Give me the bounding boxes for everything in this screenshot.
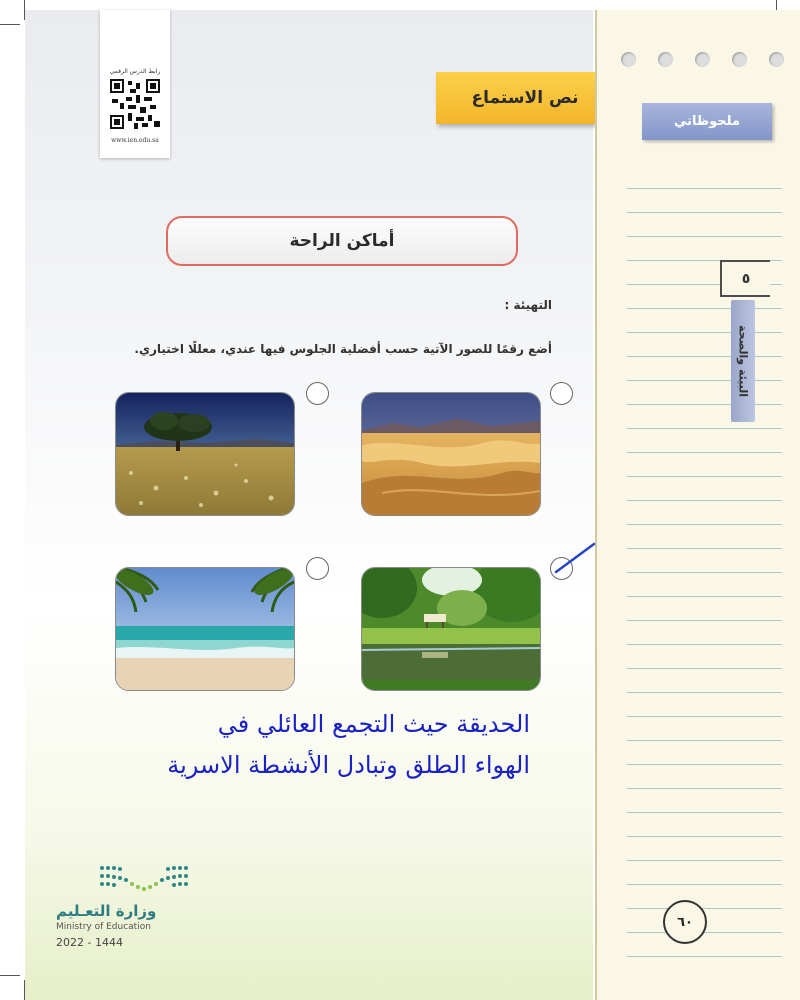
notebook-rule-line	[627, 836, 782, 837]
qr-label: رابط الدرس الرقمي	[109, 68, 161, 75]
notebook-rule-line	[627, 236, 782, 237]
notes-column	[595, 10, 800, 1000]
rank-circle[interactable]	[306, 557, 329, 580]
binder-hole	[658, 52, 673, 67]
handwritten-answer-line-2: الهواء الطلق وتبادل الأنشطة الاسرية	[167, 751, 530, 779]
notebook-rule-line	[627, 452, 782, 453]
ministry-logo-icon	[98, 862, 190, 894]
pen-mark	[552, 540, 596, 576]
unit-number: ٥	[720, 260, 770, 297]
notebook-rule-line	[627, 764, 782, 765]
notebook-rule-line	[627, 332, 782, 333]
notebook-rule-line	[627, 524, 782, 525]
notebook-rule-line	[627, 812, 782, 813]
beach-palms-image	[115, 567, 295, 691]
notebook-rule-line	[627, 188, 782, 189]
notebook-rule-line	[627, 596, 782, 597]
desert-dunes-image	[361, 392, 541, 516]
park-garden-image	[361, 567, 541, 691]
handwritten-answer-line-1: الحديقة حيث التجمع العائلي في	[217, 710, 530, 738]
notebook-rule-line	[627, 476, 782, 477]
notebook-rule-line	[627, 884, 782, 885]
ministry-name-arabic: وزارة التعـليم	[56, 902, 157, 920]
notebook-rule-line	[627, 716, 782, 717]
binder-hole	[732, 52, 747, 67]
notebook-rule-line	[627, 644, 782, 645]
rank-circle[interactable]	[306, 382, 329, 405]
page-number: ٦٠	[663, 900, 707, 944]
binder-hole	[695, 52, 710, 67]
rank-circle[interactable]	[550, 382, 573, 405]
my-notes-tab: ملحوظاتي	[642, 103, 772, 140]
notebook-rule-line	[627, 572, 782, 573]
binder-hole	[621, 52, 636, 67]
academic-year: 2022 - 1444	[56, 936, 123, 949]
unit-name: البيئة والصحة	[736, 324, 750, 398]
qr-code-icon[interactable]	[110, 79, 160, 129]
lesson-title: أماكن الراحة	[166, 216, 518, 266]
notebook-rule-line	[627, 428, 782, 429]
notebook-rule-line	[627, 788, 782, 789]
notebook-rule-line	[627, 860, 782, 861]
warmup-heading: التهيئة :	[504, 298, 552, 312]
notebook-rule-line	[627, 692, 782, 693]
notebook-rule-line	[627, 380, 782, 381]
instruction-text: أضع رقمًا للصور الآتية حسب أفضلية الجلوس فيها عندي، معللًا اختياري.	[134, 342, 552, 356]
notebook-rule-line	[627, 308, 782, 309]
unit-name-ribbon	[731, 300, 755, 422]
notebook-rule-line	[627, 620, 782, 621]
notebook-rule-line	[627, 956, 782, 957]
listening-text-tag: نص الاستماع	[436, 72, 614, 124]
savanna-tree-image	[115, 392, 295, 516]
notebook-rule-line	[627, 668, 782, 669]
digital-lesson-card[interactable]	[100, 10, 170, 158]
notebook-rule-line	[627, 356, 782, 357]
notebook-rule-line	[627, 548, 782, 549]
notebook-rule-line	[627, 500, 782, 501]
notebook-rule-line	[627, 404, 782, 405]
crop-mark	[0, 24, 20, 25]
binder-hole	[769, 52, 784, 67]
qr-url[interactable]: www.ien.edu.sa	[111, 137, 159, 144]
notebook-rule-line	[627, 740, 782, 741]
crop-mark	[0, 975, 20, 976]
notebook-rule-line	[627, 212, 782, 213]
ministry-name-english: Ministry of Education	[56, 922, 151, 932]
notebook-rule-line	[627, 908, 782, 909]
